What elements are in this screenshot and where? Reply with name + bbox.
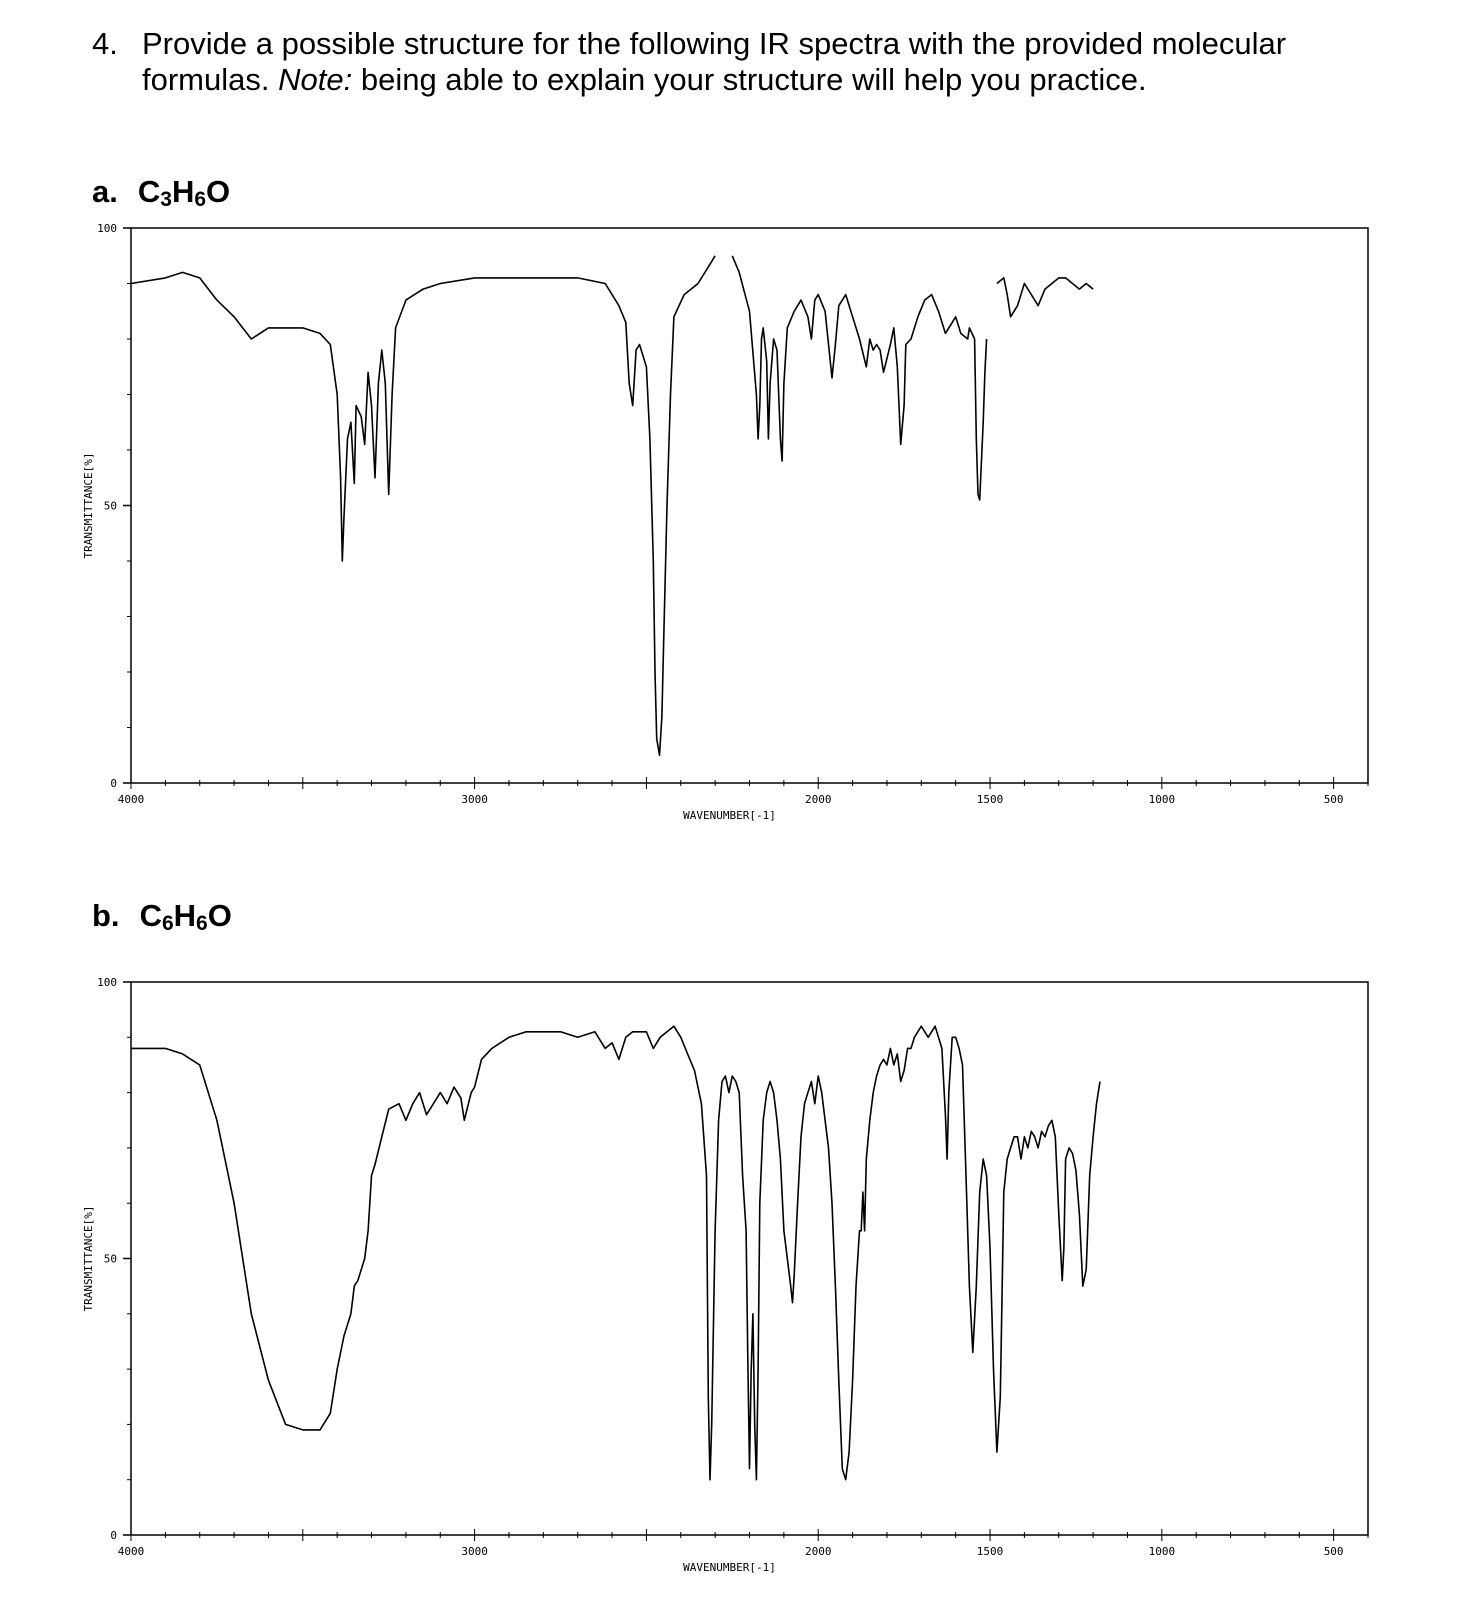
y-tick-label: 50 [103, 499, 117, 513]
part-b-letter: b. [92, 898, 120, 933]
part-b-formula: $C_6H_6O$ [139, 898, 232, 935]
y-tick-label: 0 [110, 1529, 117, 1542]
x-tick-label: 2000 [804, 793, 832, 806]
x-tick-label: 3000 [461, 1545, 488, 1558]
note-label: Note: [278, 62, 353, 97]
y-tick-label: 100 [97, 976, 117, 989]
x-tick-label: 1500 [976, 793, 1004, 806]
x-tick-label: 4000 [117, 1545, 145, 1558]
question-text [142, 26, 1322, 98]
x-tick-label: 1500 [976, 1545, 1004, 1558]
x-tick-label: 500 [1323, 1545, 1344, 1558]
y-tick-label: 50 [103, 1252, 117, 1266]
spectrum-trace [732, 256, 986, 500]
spectrum-trace [131, 256, 715, 756]
spectrum-trace [131, 1026, 1100, 1480]
part-a-formula: $C_3H_6O$ [137, 174, 231, 211]
x-tick-label: 3000 [461, 793, 488, 806]
spectrum-trace [997, 278, 1093, 317]
y-axis-title: TRANSMITTANCE[%] [82, 1205, 95, 1312]
x-tick-label: 2000 [804, 1545, 832, 1558]
x-tick-label: 500 [1323, 793, 1344, 806]
question-text-after-note: being able to explain your structure will help you practice. [352, 62, 1147, 97]
question-number: 4. [92, 26, 118, 61]
y-tick-label: 100 [97, 222, 117, 235]
y-tick-label: 0 [110, 777, 117, 790]
part-a-label [92, 174, 230, 212]
x-tick-label: 4000 [117, 793, 145, 806]
part-b-label [92, 898, 232, 936]
y-axis-title: TRANSMITTANCE[%] [82, 452, 95, 559]
part-a-letter: a. [92, 174, 118, 209]
ir-spectrum-a [0, 215, 1466, 855]
x-axis-title: WAVENUMBER[-1] [683, 1561, 776, 1574]
x-tick-label: 1000 [1148, 1545, 1176, 1558]
x-tick-label: 1000 [1148, 793, 1176, 806]
x-axis-title: WAVENUMBER[-1] [683, 809, 776, 822]
ir-spectrum-b [0, 955, 1466, 1622]
question-text-before-note: Provide a possible structure for the following IR spectra with the provided molecular formulas. [142, 26, 1287, 97]
